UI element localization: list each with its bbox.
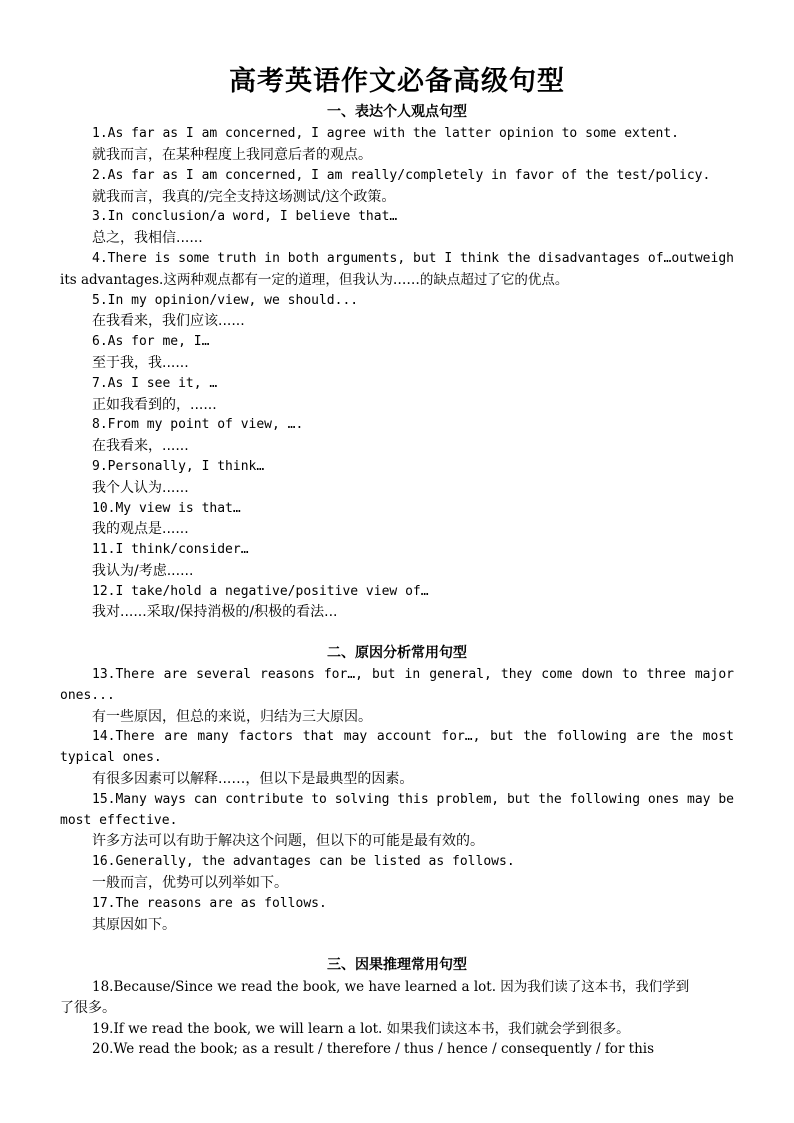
sentence-17-en: 17.The reasons are as follows. [92, 896, 327, 911]
sentence-7-cn: 正如我看到的，...... [92, 397, 217, 413]
sentence-9-en: 9.Personally, I think… [92, 459, 265, 474]
sentence-20-line1: 20.We read the book; as a result / therefore / thus / hence / consequently / for this [92, 1041, 655, 1057]
sentence-3-en: 3.In conclusion/a word, I believe that… [92, 209, 398, 224]
sentence-5-cn: 在我看来，我们应该...... [92, 313, 245, 329]
section-heading-2: 二、原因分析常用句型 [327, 645, 467, 661]
sentence-1-en: 1.As far as I am concerned, I agree with the latter opinion to some extent. [92, 126, 679, 141]
sentence-15-en-line2: most effective. [60, 813, 178, 828]
sentence-5-en: 5.In my opinion/view, we should... [92, 293, 359, 308]
sentence-11-cn: 我认为/考虑...... [92, 563, 194, 579]
sentence-10-cn: 我的观点是...... [92, 521, 189, 537]
sentence-4-en-line1: 4.There is some truth in both arguments, but I think the disadvantages of…outweigh [92, 251, 734, 266]
sentence-19: 19.If we read the book, we will learn a lot. 如果我们读这本书，我们就会学到很多。 [92, 1021, 630, 1037]
sentence-14-cn: 有很多因素可以解释...…，但以下是最典型的因素。 [92, 771, 414, 787]
sentence-2-cn: 就我而言，我真的/完全支持这场测试/这个政策。 [92, 189, 396, 205]
sentence-13-cn: 有一些原因，但总的来说，归结为三大原因。 [92, 709, 372, 725]
sentence-6-en: 6.As for me, I… [92, 334, 210, 349]
sentence-13-en-line2: ones... [60, 688, 115, 703]
sentence-16-en: 16.Generally, the advantages can be listed as follows. [92, 854, 515, 869]
sentence-9-cn: 我个人认为...... [92, 480, 189, 496]
sentence-14-en-line1: 14.There are many factors that may account for…, but the following are the most [92, 729, 734, 744]
sentence-3-cn: 总之，我相信...... [92, 230, 203, 246]
sentence-7-en: 7.As I see it, … [92, 376, 218, 391]
sentence-12-cn: 我对......采取/保持消极的/积极的看法... [92, 604, 338, 620]
sentence-8-cn: 在我看来，...... [92, 438, 189, 454]
sentence-15-en-line1: 15.Many ways can contribute to solving this problem, but the following ones may be [92, 792, 734, 807]
sentence-17-cn: 其原因如下。 [92, 917, 176, 933]
section-heading-3: 三、因果推理常用句型 [327, 957, 467, 973]
section-heading-1: 一、表达个人观点句型 [327, 104, 467, 120]
sentence-15-cn: 许多方法可以有助于解决这个问题，但以下的可能是最有效的。 [92, 833, 484, 849]
sentence-11-en: 11.I think/consider… [92, 542, 249, 557]
sentence-2-en: 2.As far as I am concerned, I am really/completely in favor of the test/policy. [92, 168, 711, 183]
sentence-10-en: 10.My view is that… [92, 501, 241, 516]
sentence-8-en: 8.From my point of view, …. [92, 417, 304, 432]
sentence-14-en-line2: typical ones. [60, 750, 162, 765]
sentence-12-en: 12.I take/hold a negative/positive view of… [92, 584, 429, 599]
sentence-18-line2: 了很多。 [60, 1000, 116, 1016]
sentence-1-cn: 就我而言，在某种程度上我同意后者的观点。 [92, 147, 372, 163]
sentence-16-cn: 一般而言，优势可以列举如下。 [92, 875, 288, 891]
document-title: 高考英语作文必备高级句型 [229, 66, 565, 97]
sentence-13-en-line1: 13.There are several reasons for…, but in general, they come down to three major [92, 667, 734, 682]
sentence-6-cn: 至于我，我...... [92, 355, 189, 371]
sentence-4-line2: its advantages.这两种观点都有一定的道理，但我认为……的缺点超过了它的优点。 [60, 272, 569, 288]
sentence-18-line1: 18.Because/Since we read the book, we have learned a lot. 因为我们读了这本书，我们学到 [92, 979, 690, 995]
